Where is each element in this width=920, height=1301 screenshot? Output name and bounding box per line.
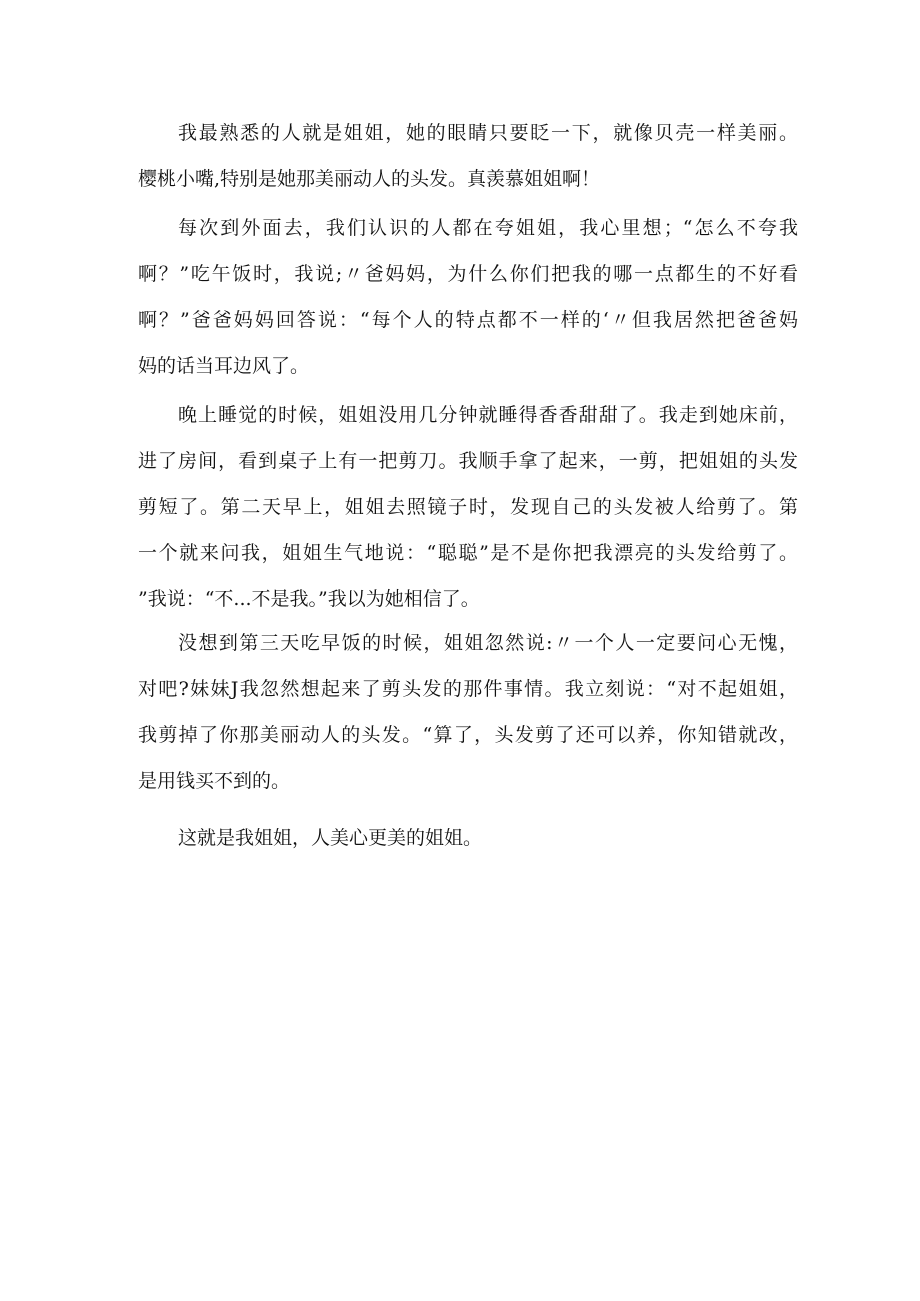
paragraph-2-line-3: 啊？”爸爸妈妈回答说：“每个人的特点都不一样的‘〃但我居然把爸爸妈 xyxy=(138,309,798,331)
paragraph-3-line-5: ”我说：“不...不是我。”我以为她相信了。 xyxy=(138,588,480,610)
paragraph-3-line-1: 晚上睡觉的时候，姐姐没用几分钟就睡得香香甜甜了。我走到她床前， xyxy=(178,404,798,426)
paragraph-4 xyxy=(138,620,798,804)
paragraph-1 xyxy=(138,110,798,202)
paragraph-5 xyxy=(138,815,798,861)
paragraph-3-line-2: 进了房间，看到桌子上有一把剪刀。我顺手拿了起来，一剪，把姐姐的头发 xyxy=(138,450,798,472)
paragraph-4-line-4: 是用钱买不到的。 xyxy=(138,770,291,792)
paragraph-1-line-1: 我最熟悉的人就是姐姐，她的眼睛只要眨一下，就像贝壳一样美丽。 xyxy=(178,122,798,144)
paragraph-4-line-3: 我剪掉了你那美丽动人的头发。“算了，头发剪了还可以养，你知错就改， xyxy=(138,724,798,746)
paragraph-2-line-4: 妈的话当耳边风了。 xyxy=(138,355,310,377)
paragraph-2-line-2: 啊？”吃午饭时，我说;〃爸妈妈，为什么你们把我的哪一点都生的不好看 xyxy=(138,263,798,285)
paragraph-3-line-4: 一个就来问我，姐姐生气地说：“聪聪”是不是你把我漂亮的头发给剪了。 xyxy=(138,542,798,564)
paragraph-4-line-2: 对吧?妹妹J我忽然想起来了剪头发的那件事情。我立刻说：“对不起姐姐， xyxy=(138,678,798,700)
paragraph-2 xyxy=(138,205,798,389)
paragraph-4-line-1: 没想到第三天吃早饭的时候，姐姐忽然说:〃一个人一定要问心无愧， xyxy=(178,632,798,654)
paragraph-3 xyxy=(138,392,798,622)
paragraph-5-line-1: 这就是我姐姐，人美心更美的姐姐。 xyxy=(178,827,483,849)
paragraph-1-line-2: 樱桃小嘴,特别是她那美丽动人的头发。真羡慕姐姐啊！ xyxy=(138,168,601,190)
paragraph-3-line-3: 剪短了。第二天早上，姐姐去照镜子时，发现自己的头发被人给剪了。第 xyxy=(138,496,798,518)
paragraph-2-line-1: 每次到外面去，我们认识的人都在夸姐姐，我心里想；“怎么不夸我 xyxy=(178,217,798,239)
